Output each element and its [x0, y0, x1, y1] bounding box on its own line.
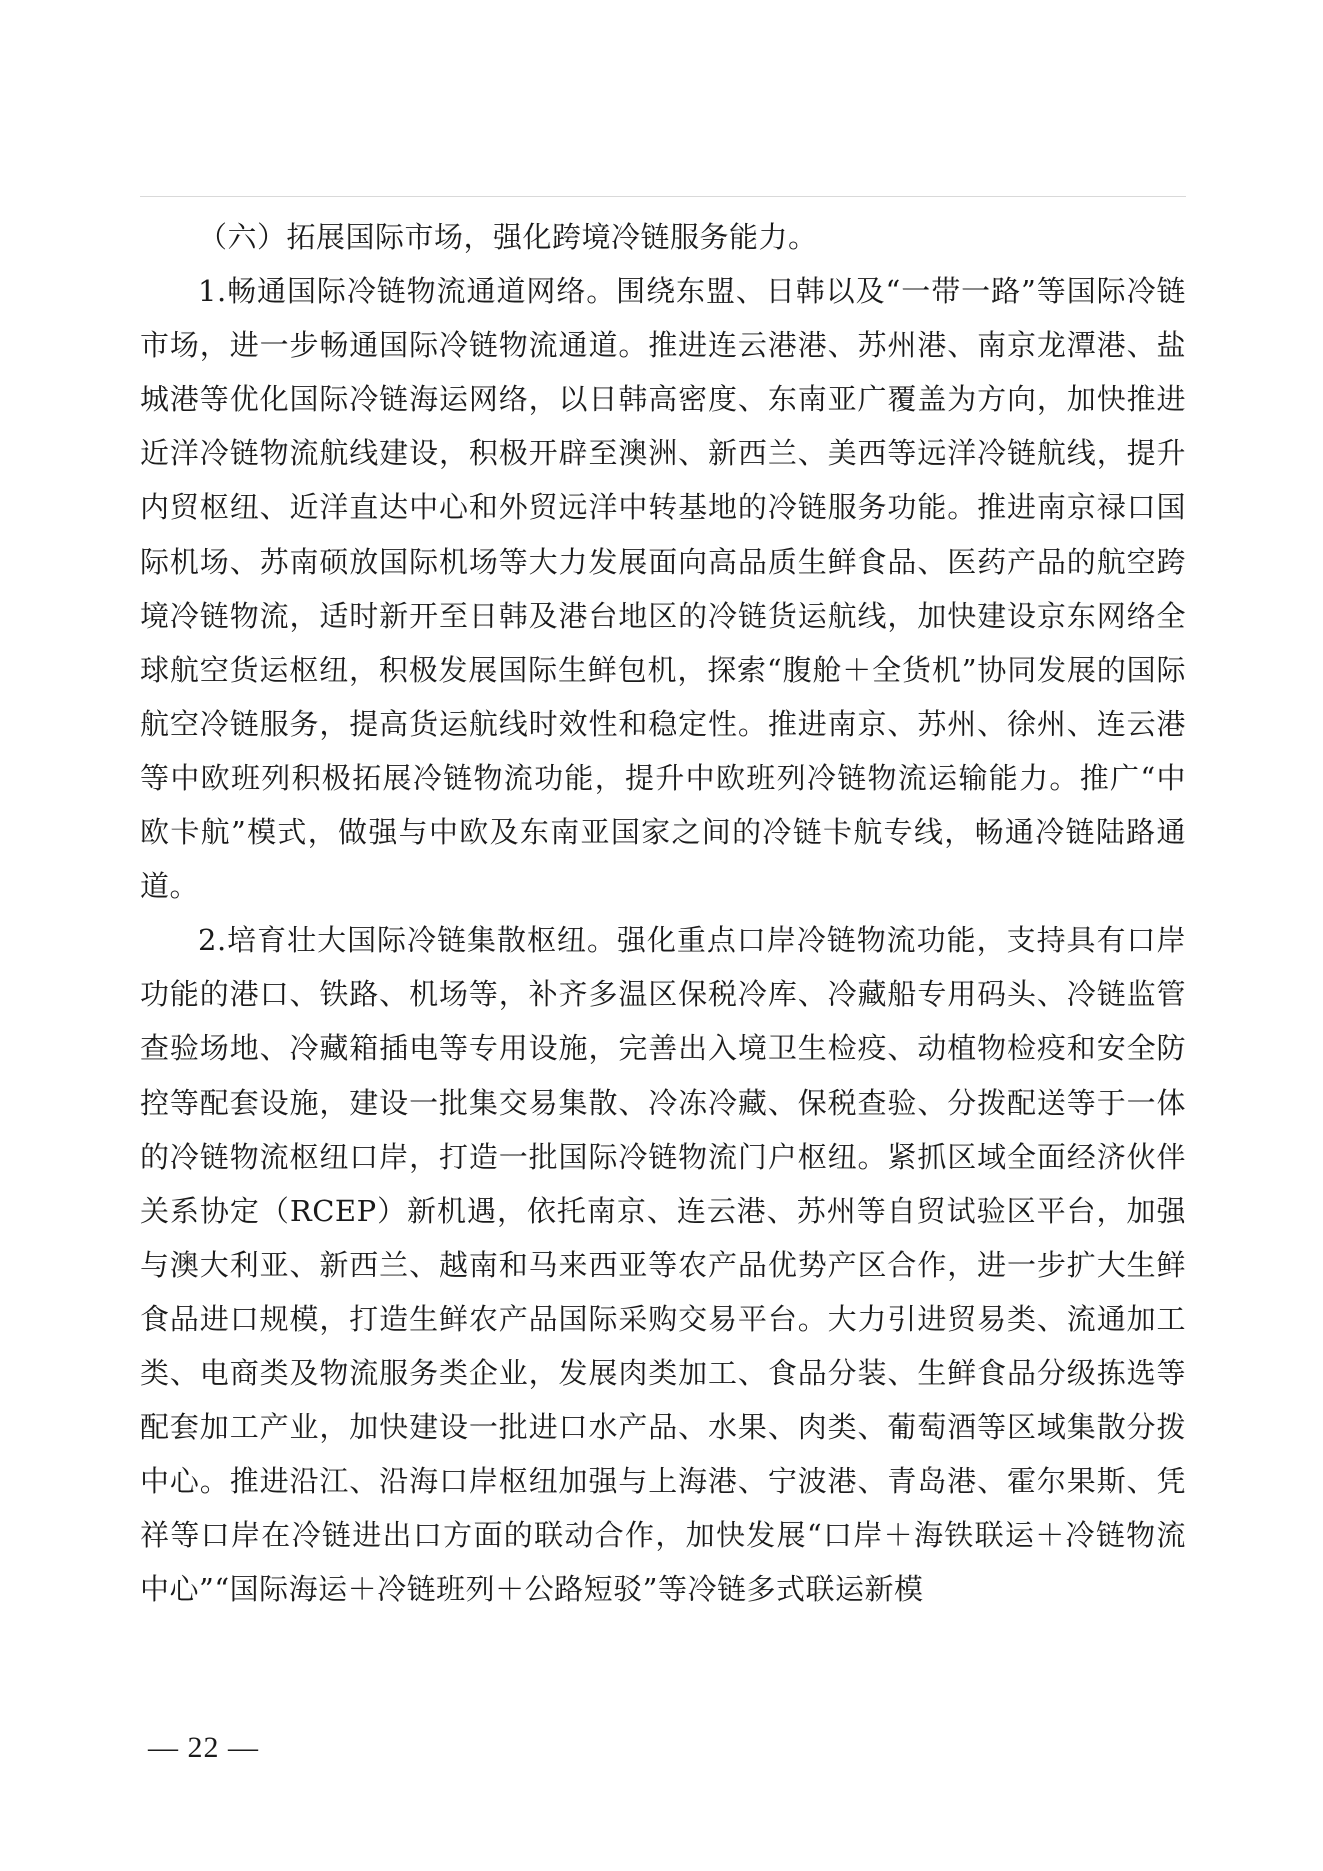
- document-body: [140, 210, 1186, 1616]
- header-rule: [140, 196, 1186, 197]
- section-heading: （六）拓展国际市场，强化跨境冷链服务能力。: [198, 220, 818, 254]
- paragraph-cold-chain-channels: 1.畅通国际冷链物流通道网络。围绕东盟、日韩以及“一带一路”等国际冷链市场，进一步畅通国际冷链物流通道。推进连云港港、苏州港、南京龙潭港、盐城港等优化国际冷链海运网络，以日韩高密度、东南亚广覆盖为方向，加快推进近洋冷链物流航线建设，积极开辟至澳洲、新西兰、美西等远洋冷链航线，提升内贸枢纽、近洋直达中心和外贸远洋中转基地的冷链服务功能。推进南京禄口国际机场、苏南硕放国际机场等大力发展面向高品质生鲜食品、医药产品的航空跨境冷链物流，适时新开至日韩及港台地区的冷链货运航线，加快建设京东网络全球航空货运枢纽，积极发展国际生鲜包机，探索“腹舱＋全货机”协同发展的国际航空冷链服务，提高货运航线时效性和稳定性。推进南京、苏州、徐州、连云港等中欧班列积极拓展冷链物流功能，提升中欧班列冷链物流运输能力。推广“中欧卡航”模式，做强与中欧及东南亚国家之间的冷链卡航专线，畅通冷链陆路通道。: [140, 274, 1186, 904]
- page-number: — 22 —: [148, 1731, 259, 1764]
- paragraph-cold-chain-hubs: 2.培育壮大国际冷链集散枢纽。强化重点口岸冷链物流功能，支持具有口岸功能的港口、铁路、机场等，补齐多温区保税冷库、冷藏船专用码头、冷链监管查验场地、冷藏箱插电等专用设施，完善出入境卫生检疫、动植物检疫和安全防控等配套设施，建设一批集交易集散、冷冻冷藏、保税查验、分拨配送等于一体的冷链物流枢纽口岸，打造一批国际冷链物流门户枢纽。紧抓区域全面经济伙伴关系协定（RCEP）新机遇，依托南京、连云港、苏州等自贸试验区平台，加强与澳大利亚、新西兰、越南和马来西亚等农产品优势产区合作，进一步扩大生鲜食品进口规模，打造生鲜农产品国际采购交易平台。大力引进贸易类、流通加工类、电商类及物流服务类企业，发展肉类加工、食品分装、生鲜食品分级拣选等配套加工产业，加快建设一批进口水产品、水果、肉类、葡萄酒等区域集散分拨中心。推进沿江、沿海口岸枢纽加强与上海港、宁波港、青岛港、霍尔果斯、凭祥等口岸在冷链进出口方面的联动合作，加快发展“口岸＋海铁联运＋冷链物流中心”“国际海运＋冷链班列＋公路短驳”等冷链多式联运新模: [140, 923, 1186, 1607]
